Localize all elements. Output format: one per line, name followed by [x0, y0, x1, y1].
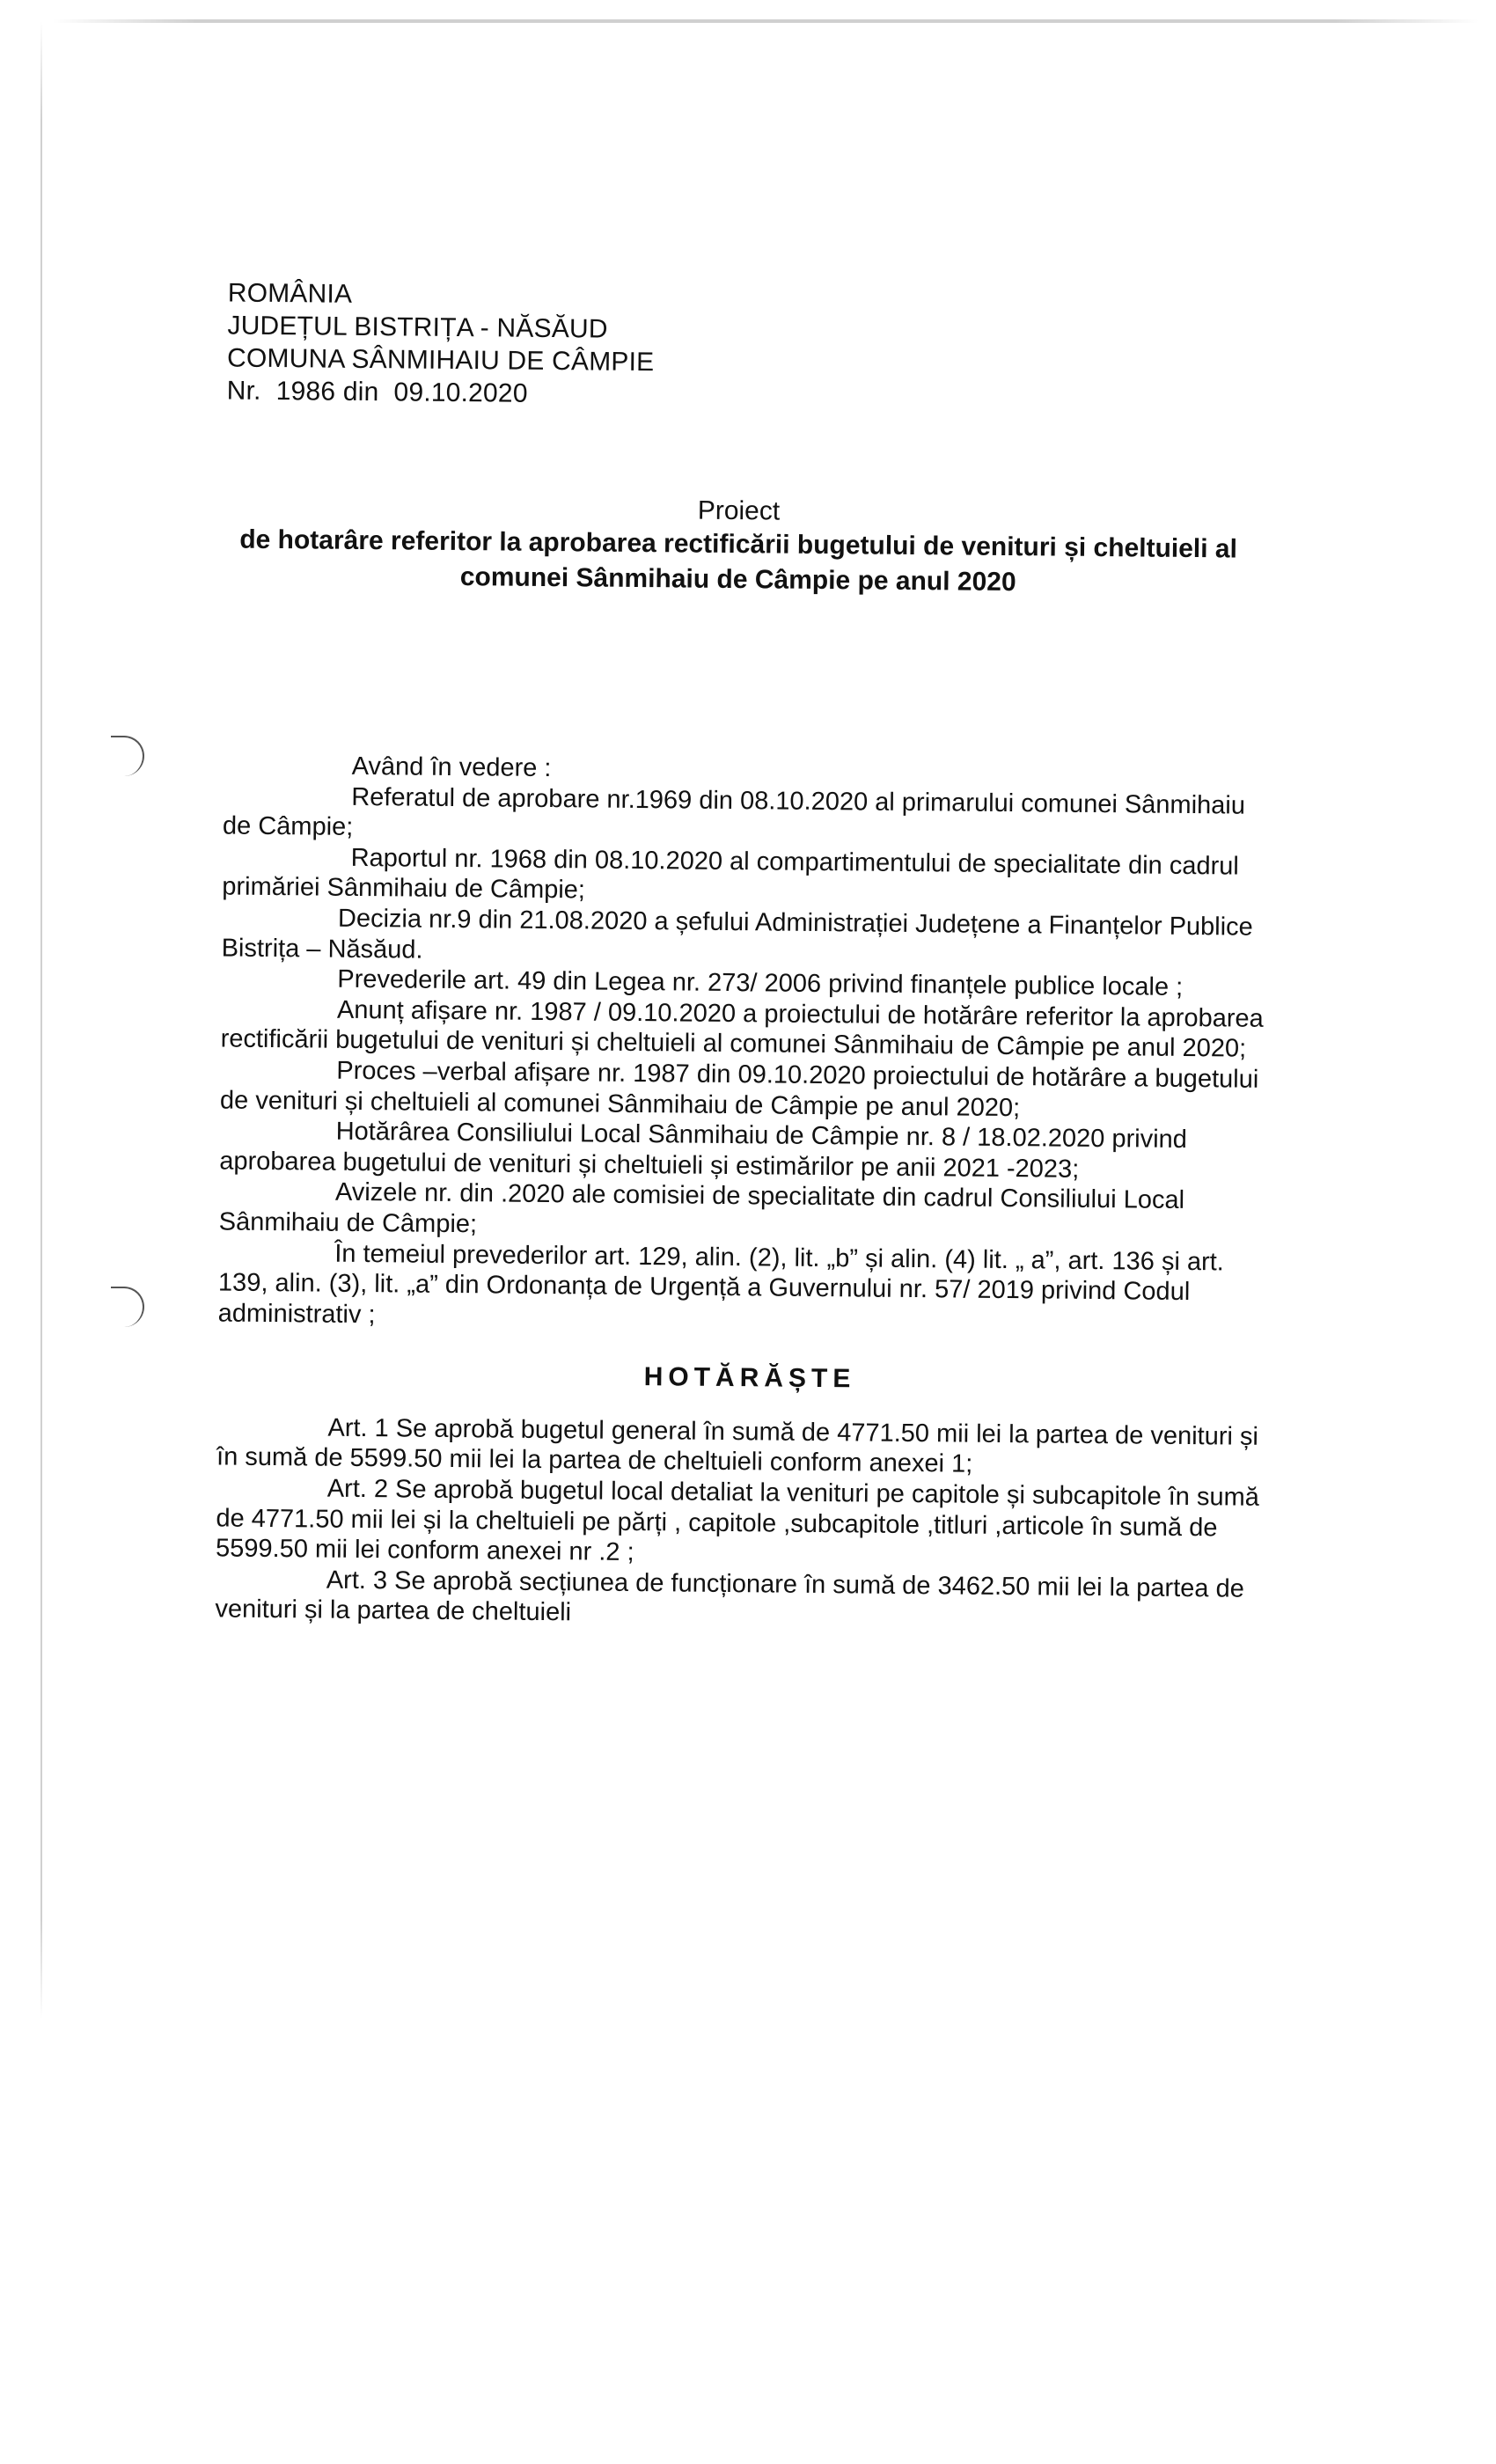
title-line-1: de hotarâre referitor la aprobarea rectificării bugetului de venituri și cheltuieli al [239, 524, 1238, 564]
scan-edge-left [40, 21, 42, 2019]
header-county: JUDEȚUL BISTRIȚA - NĂSĂUD [227, 311, 608, 344]
article: Art. 3 Se aprobă secțiunea de funcționare în sumă de 3462.50 mii lei la partea de venituri și la partea de cheltuieli [215, 1566, 1244, 1627]
punch-hole-mark [111, 1287, 144, 1327]
article: Art. 1 Se aprobă bugetul general în sumă de 4771.50 mii lei la partea de venituri și în sumă de 5599.50 mii lei la partea de cheltuieli conform anexei 1; [216, 1413, 1259, 1479]
header-registration-number: Nr. 1986 din 09.10.2020 [226, 376, 528, 408]
preamble-item: Avizele nr. din .2020 ale comisiei de specialitate din cadrul Consiliului Local Sânmihaiu de Câmpie; [218, 1178, 1185, 1239]
decision-heading: HOTĂRĂȘTE [643, 1362, 856, 1394]
document-title [171, 490, 1307, 603]
punch-hole-mark [111, 736, 144, 776]
header-commune: COMUNA SÂNMIHAIU DE CÂMPIE [226, 343, 655, 378]
scan-edge-top [53, 19, 1478, 23]
article: Art. 2 Se aprobă bugetul local detaliat la venituri pe capitole și subcapitole în sumă de 4771.50 mii lei și la cheltuieli pe părți , capitole ,subcapitole ,titluri ,articole în sumă de 5599.50 mii lei conform anexei nr .2 ; [215, 1474, 1260, 1567]
title-kicker: Proiect [697, 495, 781, 526]
preamble-item: Referatul de aprobare nr.1969 din 08.10.2020 al primarului comunei Sânmihaiu de Câmpie; [222, 782, 1246, 842]
preamble-intro: Având în vedere : [351, 752, 552, 783]
header-country: ROMÂNIA [227, 278, 353, 309]
document-body [215, 750, 1279, 1635]
document-header [227, 277, 656, 412]
preamble-item: În temeiul prevederilor art. 129, alin. (2), lit. „b” și alin. (4) lit. „ a”, art. 136 și art. 139, alin. (3), lit. „a” din Ordonanța de Urgență a Guvernului nr. 57/ 2019 privind Codul administrativ ; [217, 1239, 1224, 1329]
preamble-item: Hotărârea Consiliului Local Sânmihaiu de Câmpie nr. 8 / 18.02.2020 privind aprobarea bugetului de venituri și cheltuieli și estimărilor pe anii 2021 -2023; [219, 1117, 1188, 1184]
preamble-item: Prevederile art. 49 din Legea nr. 273/ 2006 privind finanțele publice locale ; [337, 964, 1184, 1002]
title-line-2: comunei Sânmihaiu de Câmpie pe anul 2020 [459, 562, 1016, 598]
preamble-item: Proces –verbal afișare nr. 1987 din 09.10.2020 proiectului de hotărâre a bugetului de venituri și cheltuieli al comunei Sânmihaiu de Câmpie pe anul 2020; [219, 1056, 1259, 1122]
preamble-item: Raportul nr. 1968 din 08.10.2020 al compartimentului de specialitate din cadrul primăriei Sânmihaiu de Câmpie; [222, 843, 1239, 905]
preamble-item: Decizia nr.9 din 21.08.2020 a șefului Administrației Județene a Finanțelor Publice Bistrița – Năsăud. [221, 904, 1253, 964]
preamble-item: Anunț afișare nr. 1987 / 09.10.2020 a proiectului de hotărâre referitor la aprobarea rectificării bugetului de venituri și cheltuieli al comunei Sânmihaiu de Câmpie pe anul 2020; [220, 995, 1264, 1063]
